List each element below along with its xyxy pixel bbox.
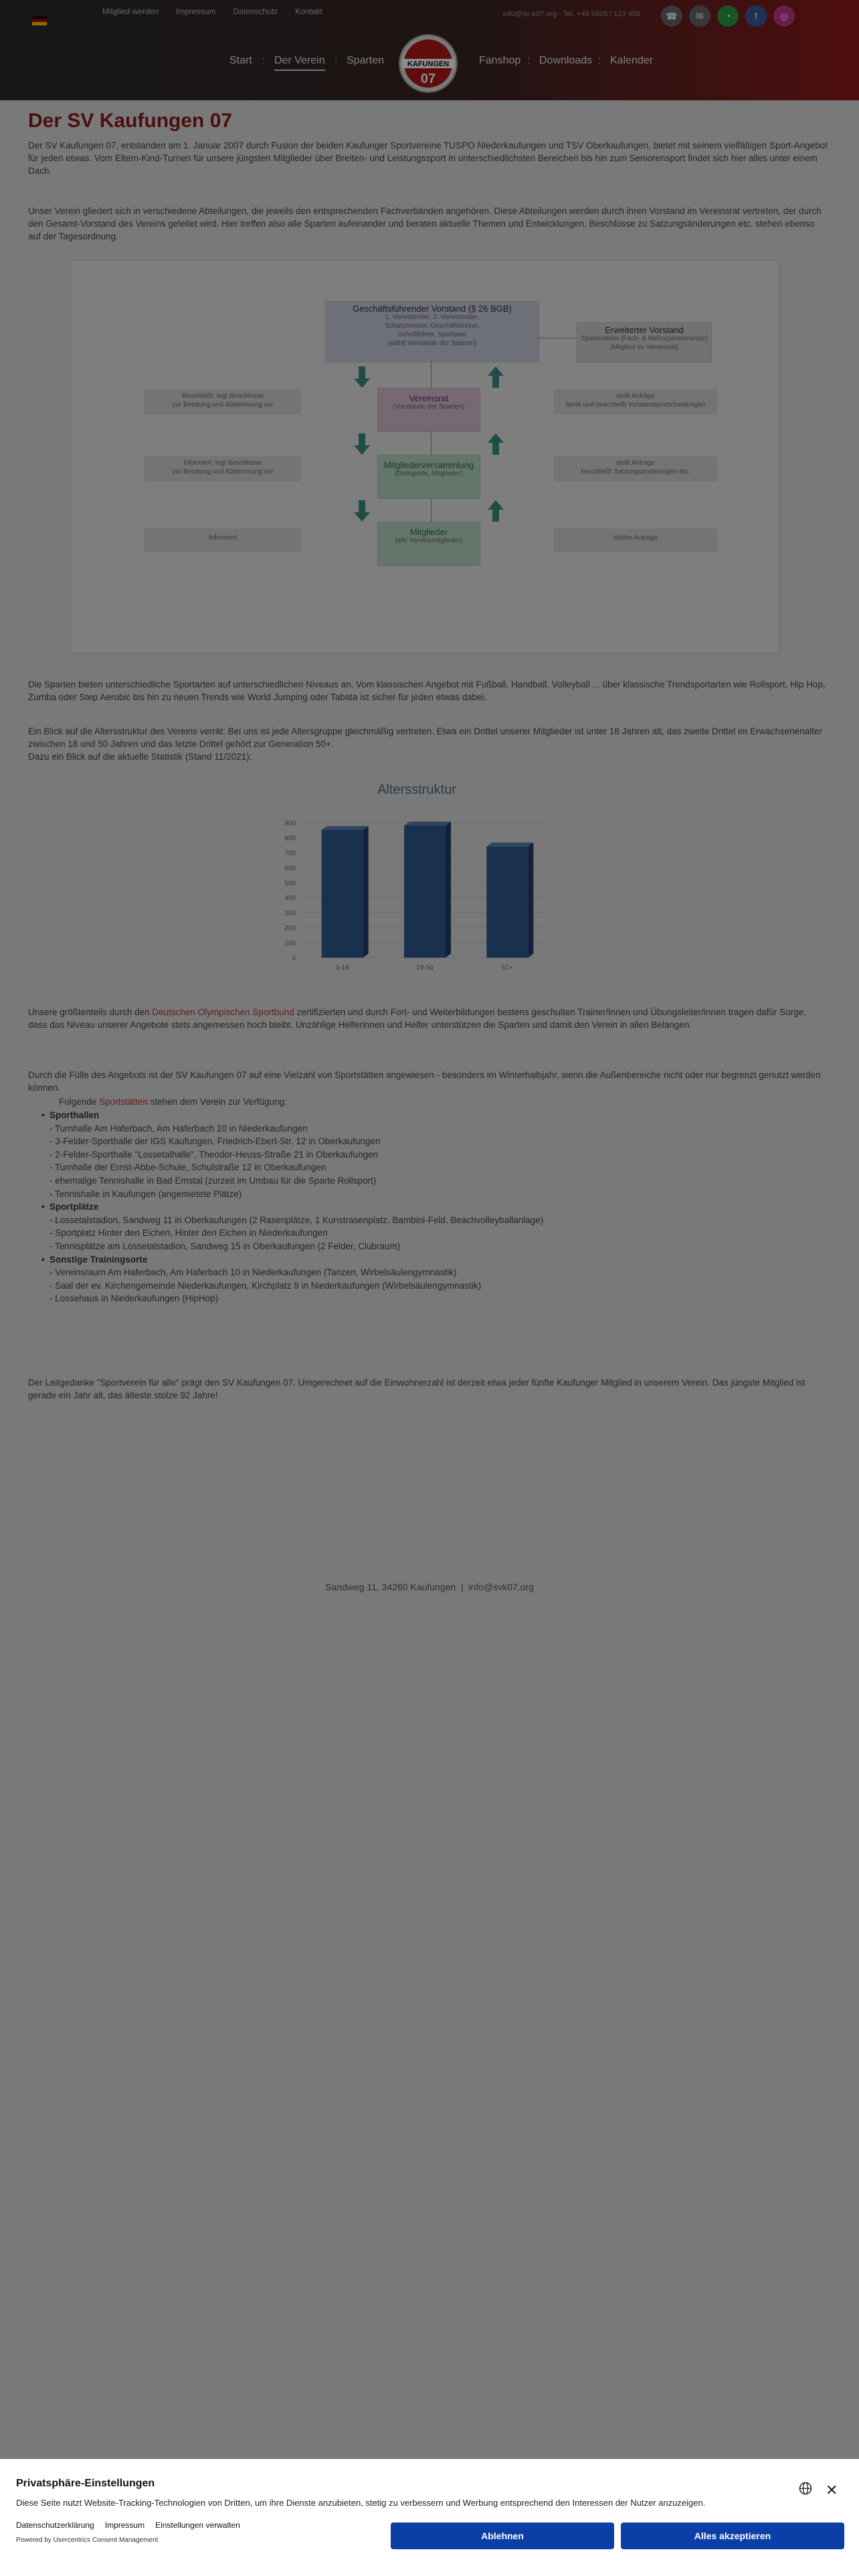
facility-heading: • Sportplätze <box>50 1200 543 1214</box>
side-note-line: Beschließt, legt Beschlüsse <box>181 393 264 400</box>
council-title: Vereinsrat <box>409 393 449 403</box>
nav-separator: : <box>527 55 531 66</box>
extended-board-line: (Mitglied im Vereinsrat) <box>609 344 679 351</box>
side-note-line: Informiert, legt Beschlüsse <box>183 459 262 467</box>
footer-separator: | <box>461 1582 464 1592</box>
facility-item: - 2-Felder-Sporthalle "Lossetalhalle", Theodor-Heuss-Straße 21 in Oberkaufungen <box>50 1149 379 1160</box>
board-line: Schatzmeister, Geschäftsführer, <box>385 322 480 330</box>
close-icon[interactable]: ✕ <box>826 2482 838 2498</box>
logo-number: 07 <box>420 72 436 86</box>
side-note-line: zur Beratung und Abstimmung vor <box>172 468 274 475</box>
extended-board-title: Erweiterter Vorstand <box>605 325 684 335</box>
nav-sparten[interactable]: Sparten <box>347 55 385 66</box>
nav-downloads[interactable]: Downloads <box>539 55 593 66</box>
top-link-privacy[interactable]: Datenschutz <box>233 7 278 16</box>
chart-ytick-label: 400 <box>284 895 296 903</box>
assembly-sub: (Delegierte, Mitglieder) <box>395 470 463 477</box>
footer-address: Sandweg 11, 34260 Kaufungen <box>325 1582 456 1592</box>
logo-text: KAFUNGEN <box>407 60 450 68</box>
facility-item: - Saal der ev. Kirchengemeinde Niederkaufungen, Kirchplatz 9 in Niederkaufungen (Wirbelsäulengymnastik) <box>50 1280 482 1291</box>
nav-start[interactable]: Start <box>229 55 252 66</box>
board-title: Geschäftsführender Vorstand (§ 26 BGB) <box>353 304 512 314</box>
board-line: (wählt Vorstände der Sparten) <box>387 340 477 347</box>
extended-board-line: Spartenleiter (Fach- & Mehrspartenvorsitz) <box>581 335 708 342</box>
cookie-description: Diese Seite nutzt Website-Tracking-Technologien von Dritten, um ihre Dienste anzubieten, stetig zu verbessern und Werbung entsprechend den Interessen der Nutzer anzuzeigen. <box>16 2498 706 2508</box>
cookie-powered-by: Powered by Usercentrics Consent Management <box>16 2537 159 2544</box>
members-sub: (alle Vereinsmitglieder) <box>395 537 463 544</box>
facility-item: - Sportplatz Hinter den Eichen, Hinter den Eichen in Niederkaufungen <box>50 1228 328 1239</box>
text-span: Folgende <box>59 1097 100 1107</box>
council-sub: (Vorstände der Sparten) <box>393 403 465 411</box>
chart-ytick-label: 700 <box>284 849 296 857</box>
facility-item: - Turnhalle der Ernst-Abbe-Schule, Schulstraße 12 in Oberkaufungen <box>50 1162 326 1173</box>
side-note-line: berät und beschließt Vorstandsentscheidungen <box>565 401 706 409</box>
side-note-line: Informiert <box>208 534 237 542</box>
facility-item: - ehemalige Tennishalle in Bad Emstal (zurzeit im Umbau für die Sparte Rollsport) <box>50 1175 377 1186</box>
nav-der-verein[interactable]: Der Verein <box>274 55 325 71</box>
chart-ytick-label: 0 <box>292 955 296 962</box>
board-line: 1. Vorsitzender, 2. Vorsitzender, <box>385 314 480 321</box>
cookie-banner <box>0 2459 859 2576</box>
facility-item: - Tennisplätze am Lossetalstadion, Sandweg 15 in Oberkaufungen (2 Felder, Clubraum) <box>50 1241 401 1251</box>
facility-item: - Lossehaus in Niederkaufungen (HipHop) <box>50 1293 219 1304</box>
stats-intro: Dazu ein Blick auf die aktuelle Statistik (Stand 11/2021): <box>28 752 252 762</box>
intro-paragraph: Der SV Kaufungen 07, entstanden am 1. Januar 2007 durch Fusion der beiden Kaufunger Sportvereine TUSPO Niederkaufungen und TSV Oberkaufungen, bietet mit seinem vielfältigen Sport-Angebot für jeden etwas. Vom Eltern-Kind-Turnen für unsere jüngsten Mitglieder über Breiten- und Leistungssport in unterschiedlichsten Bereichen bis hin zum Seniorensport findet sich hier alles unter einem Dach. <box>28 140 828 176</box>
members-title: Mitglieder <box>409 527 448 537</box>
side-note-line: stellt Anträge <box>616 459 655 467</box>
text-span: Unsere größtenteils durch den <box>28 1007 153 1017</box>
facility-item: - 3-Felder-Sporthalle der IGS Kaufungen, Friedrich-Ebert-Str. 12 in Oberkaufungen <box>50 1136 381 1147</box>
dosb-link[interactable]: Deutschen Olympischen Sportbund <box>152 1007 294 1017</box>
chart-xtick-label: 51+ <box>501 964 513 972</box>
sports-paragraph: Die Sparten bieten unterschiedliche Sportarten auf unterschiedlichen Niveaus an. Vom klassischen Angebot mit Fußball, Handball, Volleyball ... über klassische Trendsportarten wie Rollsport, Hip Hop, Zumba oder Step Aerobic bis hin zu neuen Trends wie World Jumping oder Tabata ist sicher für jeden etwas dabei. <box>28 679 826 702</box>
phone-icon[interactable]: ☎ <box>661 5 682 27</box>
side-note-line: beschließt Satzungsänderungen etc. <box>581 468 690 475</box>
chart-ytick-label: 800 <box>284 835 296 843</box>
structure-paragraph: Unser Verein gliedert sich in verschiedene Abteilungen, die jeweils den entsprechenden Fachverbänden angehören. Diese Abteilungen werden durch ihren Vorstand im Vereinsrat vertreten, der durch den Gesamt-Vorstand des Vereins geleitet wird. Hier treffen also alle Sparten aufeinander und beraten aktuelle Themen und Entwicklungen. Beschlüsse zu Satzungsänderungen etc. stehen ebenso auf der Tagesordnung. <box>28 206 822 241</box>
cookie-privacy-link[interactable]: Datenschutzerklärung <box>16 2520 94 2530</box>
chart-ytick-label: 300 <box>284 909 296 918</box>
whatsapp-icon[interactable]: ◔ <box>717 5 739 27</box>
assembly-title: Mitgliederversammlung <box>383 460 474 470</box>
facilities-link[interactable]: Sportstätten <box>99 1097 148 1107</box>
top-link-imprint[interactable]: Impressum <box>176 7 216 16</box>
nav-fanshop[interactable]: Fanshop <box>479 55 521 66</box>
board-line: Schriftführer, Sportwart <box>397 331 467 338</box>
facility-heading: • Sporthallen <box>50 1109 543 1122</box>
top-link-contact[interactable]: Kontakt <box>295 7 322 16</box>
text-span: stehen dem Verein zur Verfügung: <box>147 1097 287 1107</box>
top-link-membership[interactable]: Mitglied werden <box>102 7 159 16</box>
side-note-line: zur Beratung und Abstimmung vor <box>172 401 274 409</box>
nav-separator: : <box>262 55 266 66</box>
chart-xtick-label: 0-18 <box>335 964 349 972</box>
chart-title: Altersstruktur <box>377 782 456 797</box>
nav-separator: : <box>598 55 601 66</box>
chart-ytick-label: 200 <box>284 925 296 933</box>
header-contact: info@sv-k07.org · Tel. +49 5605 / 123 456 <box>503 10 641 18</box>
page-title: Der SV Kaufungen 07 <box>28 110 233 132</box>
age-paragraph: Ein Blick auf die Altersstruktur des Vereins verrät: Bei uns ist jede Altersgruppe gleichmäßig vertreten. Etwa ein Drittel unserer Mitglieder ist unter 18 Jahren alt, das zweite Drittel im Erwachsenenalter zwischen 18 und 50 Jahren und das letzte Drittel gehört zur Generation 50+. <box>28 726 823 749</box>
chart-ytick-label: 500 <box>284 879 296 887</box>
chart-ytick-label: 900 <box>284 820 296 827</box>
footer-email[interactable]: info@svk07.org <box>468 1582 534 1592</box>
facebook-icon[interactable]: f <box>745 5 767 27</box>
accept-all-button[interactable]: Alles akzeptieren <box>621 2523 844 2549</box>
chart-ytick-label: 600 <box>284 865 296 873</box>
mail-icon[interactable]: ✉ <box>689 5 710 27</box>
cookie-imprint-link[interactable]: Impressum <box>104 2520 145 2530</box>
reject-button[interactable]: Ablehnen <box>391 2523 614 2549</box>
facility-item: - Lossetalstadion, Sandweg 11 in Oberkaufungen (2 Rasenplätze, 1 Kunstrasenplatz, Bambini-Feld, Beachvolleyballanlage) <box>50 1214 544 1225</box>
facility-item: - Turnhalle Am Haferbach, Am Haferbach 10 in Niederkaufungen <box>50 1123 308 1134</box>
chart-ytick-label: 100 <box>284 940 296 948</box>
nav-separator: : <box>335 55 338 66</box>
text-span: zertifizierten und durch Fort- und Weiterbildungen bestens geschulten Trainer/innen und Übungsleiter/innen tragen dafür Sorge, dass das Niveau unserer Angebote stets angemessen hoch bleibt. Unzählige Helferinnen und Helfer unterstützen die Sparten und damit den Verein in allen Belangen. <box>28 1007 806 1030</box>
instagram-icon[interactable]: ◎ <box>773 5 795 27</box>
facility-heading: • Sonstige Trainingsorte <box>50 1253 543 1267</box>
facility-item: - Tennishalle in Kaufungen (angemietete Plätze) <box>50 1188 242 1199</box>
chart-xtick-label: 19-50 <box>416 964 434 972</box>
side-note-line: stellt Anträge <box>616 393 655 400</box>
side-note-line: stellen Anträge <box>613 534 658 542</box>
facility-item: - Vereinsraum Am Haferbach, Am Haferbach 10 in Niederkaufungen (Tanzen, Wirbelsäulengymnastik) <box>50 1267 457 1278</box>
facilities-intro: Durch die Fülle des Angebots ist der SV Kaufungen 07 auf eine Vielzahl von Sportstätten angewiesen - besonders im Winterhalbjahr, wenn die Außenbereiche nicht oder nur begrenzt genutzt werden können. <box>28 1070 821 1093</box>
nav-kalender[interactable]: Kalender <box>610 55 654 66</box>
closing-paragraph: Der Leitgedanke "Sportverein für alle" prägt den SV Kaufungen 07. Umgerechnet auf die Einwohnerzahl ist derzeit etwa jeder fünfte Kaufunger Mitglied in unserem Verein. Das jüngste Mitglied ist gerade ein Jahr alt, das älteste stolze 92 Jahre! <box>28 1378 805 1400</box>
cookie-links <box>16 2520 240 2530</box>
cookie-settings-link[interactable]: Einstellungen verwalten <box>155 2520 240 2530</box>
cookie-title: Privatsphäre-Einstellungen <box>16 2478 155 2489</box>
language-globe-icon[interactable] <box>799 2482 812 2495</box>
